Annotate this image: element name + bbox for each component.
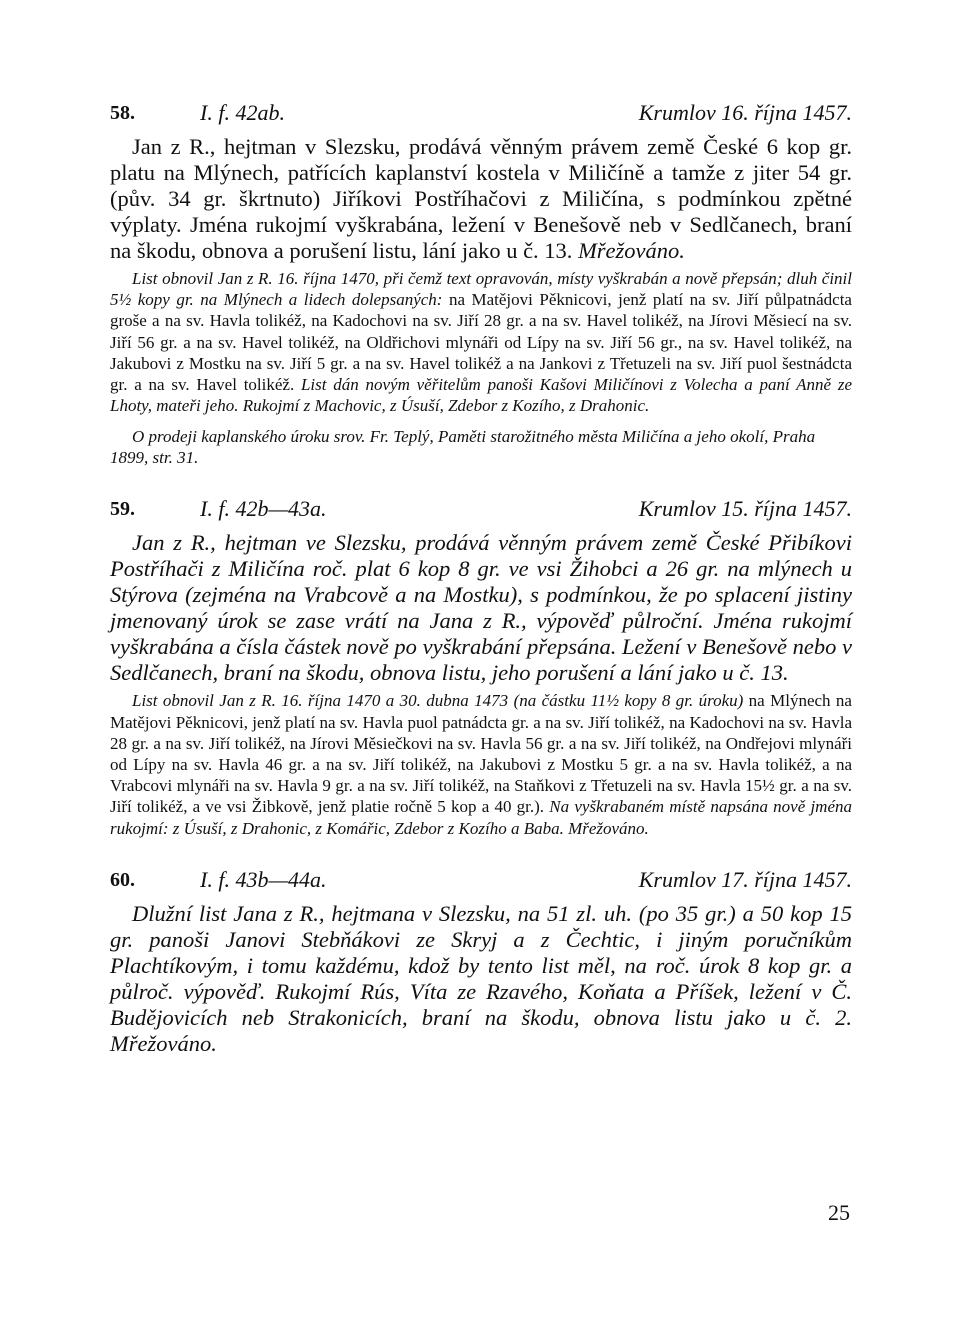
note-part-c: List dán novým věřitelům panoši Kašovi Miličínovi z Volecha a paní Anně ze Lhoty, mateři jeho. Rukojmí z Machovic, z Úsuší, Zdebor z Kozího, z Drahonic. (110, 375, 852, 416)
entry-folio: I. f. 42ab. (200, 100, 285, 125)
entry-text: Jan z R., hejtman ve Slezsku, prodává věnným právem země České Přibíkovi Postříhači z Miličína roč. plat 6 kop 8 gr. ve vsi Žihobci a 26 gr. na mlýnech u Stýrova (zejména na Vrabcově a na Mostku), s podmínkou, že po splacení jistiny jmenovaný úrok se zase vrátí na Jana z R., výpověď půlroční. Jména rukojmí vyškrabána a čísla částek nově po vyškrabání přepsána. Ležení v Benešově nebo v Sedlčanech, braní na škodu, obnova listu, jeho porušení a lání jako u č. 13. (110, 530, 852, 686)
entry-number: 58. (110, 102, 135, 124)
entry-text-end: Mřežováno. (578, 238, 685, 263)
note-part-a: List obnovil Jan z R. 16. října 1470 a 30. dubna 1473 (na částku 11½ kopy 8 gr. úroku) (132, 691, 744, 711)
entry-note (110, 690, 852, 838)
entry-place-date: Krumlov 16. října 1457. (638, 100, 852, 125)
entry-reference: O prodeji kaplanského úroku srov. Fr. Teplý, Paměti starožitného města Miličína a jeho okolí, Praha 1899, str. 31. (110, 427, 816, 468)
entry-place-date: Krumlov 17. října 1457. (638, 866, 852, 892)
entry-text: Dlužní list Jana z R., hejtmana v Slezsku, na 51 zl. uh. (po 35 gr.) a 50 kop 15 gr. panoši Janovi Stebňákovi ze Skryj a z Čechtic, i jiným poručníkům Plachtíkovým, i tomu každému, kdož by tento list měl, na roč. úrok 8 kop gr. a půlroč. výpověď. Rukojmí Rús, Víta ze Rzavého, Koňata a Příšek, ležení v Č. Budějovicích neb Strakonicích, braní na škodu, obnova listu jako u č. 2. Mřežováno. (110, 900, 852, 1056)
entry-number: 59. (110, 498, 135, 521)
entry-header (110, 492, 852, 526)
note-part-b: na Matějovi Pěknicovi, jenž platí na sv. Jiří půlpatnádcta groše a na sv. Havla tolikéž, na Kadochovi na sv. Jiří 28 gr. a na sv. Havel tolikéž, na Jírovi Měsiecí na sv. Jiří 56 gr. a na sv. Havel tolikéž, na Oldřichovi mlynáři od Lípy na sv. Jiří 56 gr., na sv. Havel tolikéž, na Jakubovi z Mostku na sv. Jiří 5 gr. a na sv. Havel tolikéž a na Jankovi z Třetuzeli na sv. Jiří puol šestnádcta gr. a na sv. Havel tolikéž. (110, 290, 852, 395)
entry-header (110, 863, 852, 897)
entry-header (110, 96, 852, 130)
document-page (110, 96, 852, 1057)
entry-60 (110, 863, 852, 1057)
page-number: 25 (828, 1200, 850, 1225)
note-part-b: na Mlýnech na Matějovi Pěknicovi, jenž platí na sv. Havla puol patnádcta gr. a na sv. Jiří tolikéž, na Kadochovi na sv. Havla 28 gr. a na sv. Jiří tolikéž, na Jírovi Měsiečkovi na sv. Havla 56 gr. a na sv. Jiří tolikéž, na Ondřejovi mlynáři od Lípy na sv. Havla 46 gr. a na sv. Jiří tolikéž, na Jakubovi z Mostku 5 gr. a na sv. Havla tolikéž, a na Vrabcovi mlynáři na sv. Havla 9 gr. a na sv. Jiří tolikéž, na Staňkovi z Třetuzeli na sv. Havla 15½ gr. a na sv. Jiří tolikéž, a ve vsi Žibkově, jenž platie ročně 5 kop a 40 gr.). (110, 691, 852, 817)
entry-58 (110, 96, 852, 468)
entry-text-body: Jan z R., hejtman v Slezsku, prodává věnným právem země České 6 kop gr. platu na Mlýnech, patřících kaplanství kostela v Miličíně a tamže z jiter 54 gr. (pův. 34 gr. škrtnuto) Jiříkovi Postříhačovi z Miličína, s podmínkou zpětné výplaty. Jména rukojmí vyškrabána, ležení v Benešově neb v Sedlčanech, braní na škodu, obnova a porušení listu, lání jako u č. 13. (110, 134, 852, 263)
entry-number: 60. (110, 868, 135, 891)
entry-folio: I. f. 42b—43a. (200, 496, 327, 522)
entry-59 (110, 492, 852, 838)
entry-note (110, 268, 852, 416)
entry-place-date: Krumlov 15. října 1457. (638, 496, 852, 522)
entry-folio: I. f. 43b—44a. (200, 866, 327, 892)
note-part-a: List obnovil Jan z R. 16. října 1470, při čemž text opravován, místy vyškrabán a nově přepsán; dluh činil 5½ kopy gr. na Mlýnech a lidech dolepsaných: (110, 269, 852, 310)
entry-text (110, 134, 852, 264)
note-part-c: Na vyškrabaném místě napsána nově jména rukojmí: z Úsuší, z Drahonic, z Komářic, Zdebor z Kozího a Baba. Mřežováno. (110, 797, 852, 838)
